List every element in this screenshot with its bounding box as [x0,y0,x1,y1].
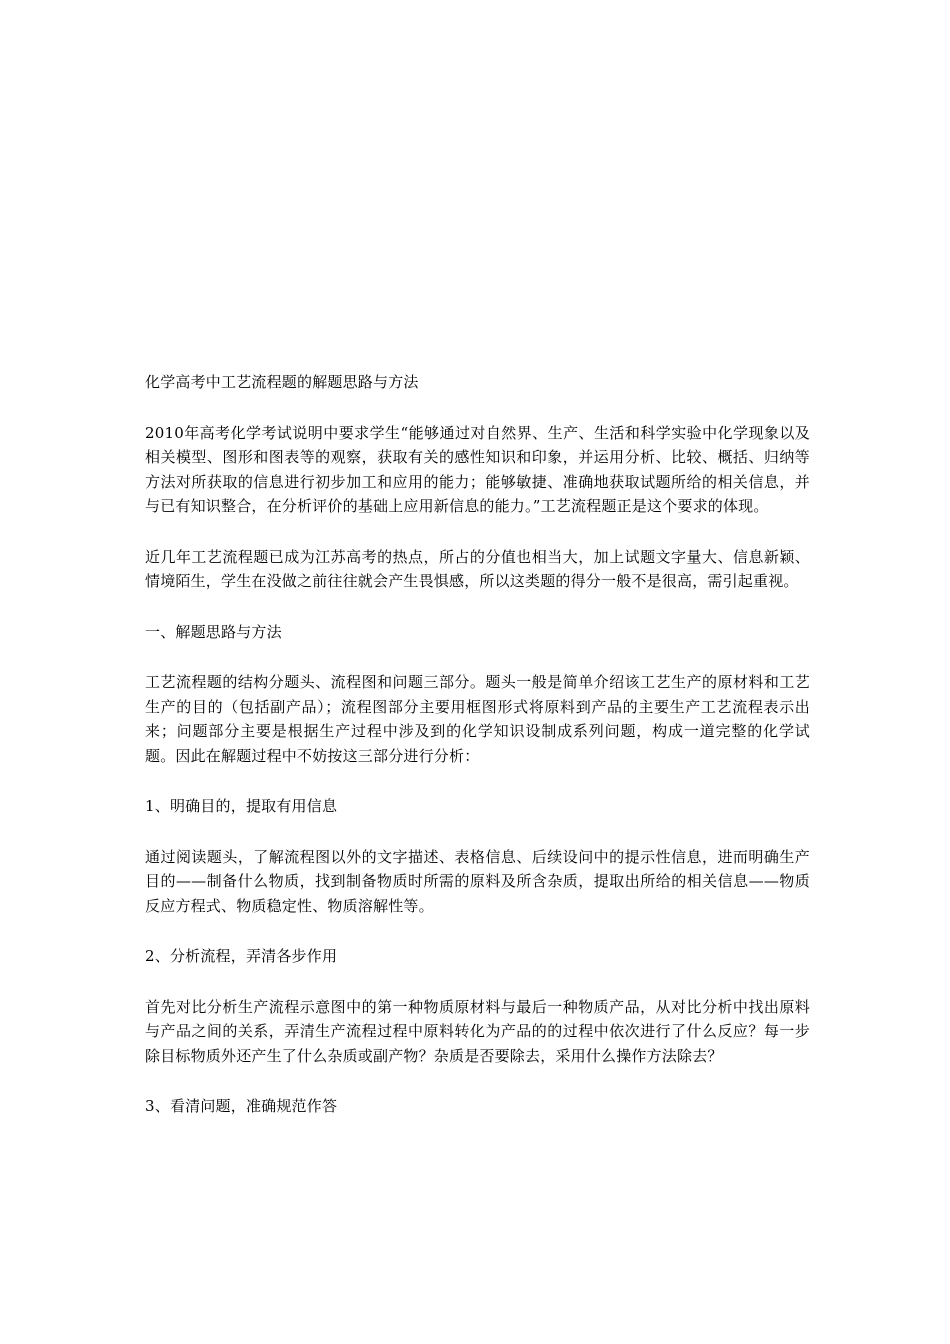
intro-paragraph-1: 2010年高考化学考试说明中要求学生“能够通过对自然界、生产、生活和科学实验中化学现象以及相关模型、图形和图表等的观察，获取有关的感性知识和印象，并运用分析、比较、概括、归纳等方法对所获取的信息进行初步加工和应用的能力；能够敏捷、准确地获取试题所给的相关信息，并与已有知识整合，在分析评价的基础上应用新信息的能力。”工艺流程题正是这个要求的体现。 [145,423,810,515]
step-heading-3: 3、看清问题，准确规范作答 [145,1097,338,1115]
intro-paragraph-2: 近几年工艺流程题已成为江苏高考的热点，所占的分值也相当大，加上试题文字量大、信息新颖、情境陌生，学生在没做之前往往就会产生畏惧感，所以这类题的得分一般不是很高，需引起重视。 [145,547,810,590]
document-body [145,370,810,1145]
document-title: 化学高考中工艺流程题的解题思路与方法 [145,373,419,391]
section-heading-1: 一、解题思路与方法 [145,622,282,641]
section-paragraph-1: 工艺流程题的结构分题头、流程图和问题三部分。题头一般是简单介绍该工艺生产的原材料和工艺生产的目的（包括副产品）；流程图部分主要用框图形式将原料到产品的主要生产工艺流程表示出来；问题部分主要是根据生产过程中涉及到的化学知识设制成系列问题，构成一道完整的化学试题。因此在解题过程中不妨按这三部分进行分析： [145,673,810,765]
step-paragraph-1: 通过阅读题头，了解流程图以外的文字描述、表格信息、后续设问中的提示性信息，进而明确生产目的——制备什么物质，找到制备物质时所需的原料及所含杂质，提取出所给的相关信息——物质反应方程式、物质稳定性、物质溶解性等。 [145,847,810,915]
step-paragraph-2: 首先对比分析生产流程示意图中的第一种物质原材料与最后一种物质产品，从对比分析中找出原料与产品之间的关系，弄清生产流程过程中原料转化为产品的的过程中依次进行了什么反应？每一步除目标物质外还产生了什么杂质或副产物？杂质是否要除去，采用什么操作方法除去？ [145,997,810,1065]
step-heading-1: 1、明确目的，提取有用信息 [145,797,338,815]
step-heading-2: 2、分析流程，弄清各步作用 [145,947,338,965]
